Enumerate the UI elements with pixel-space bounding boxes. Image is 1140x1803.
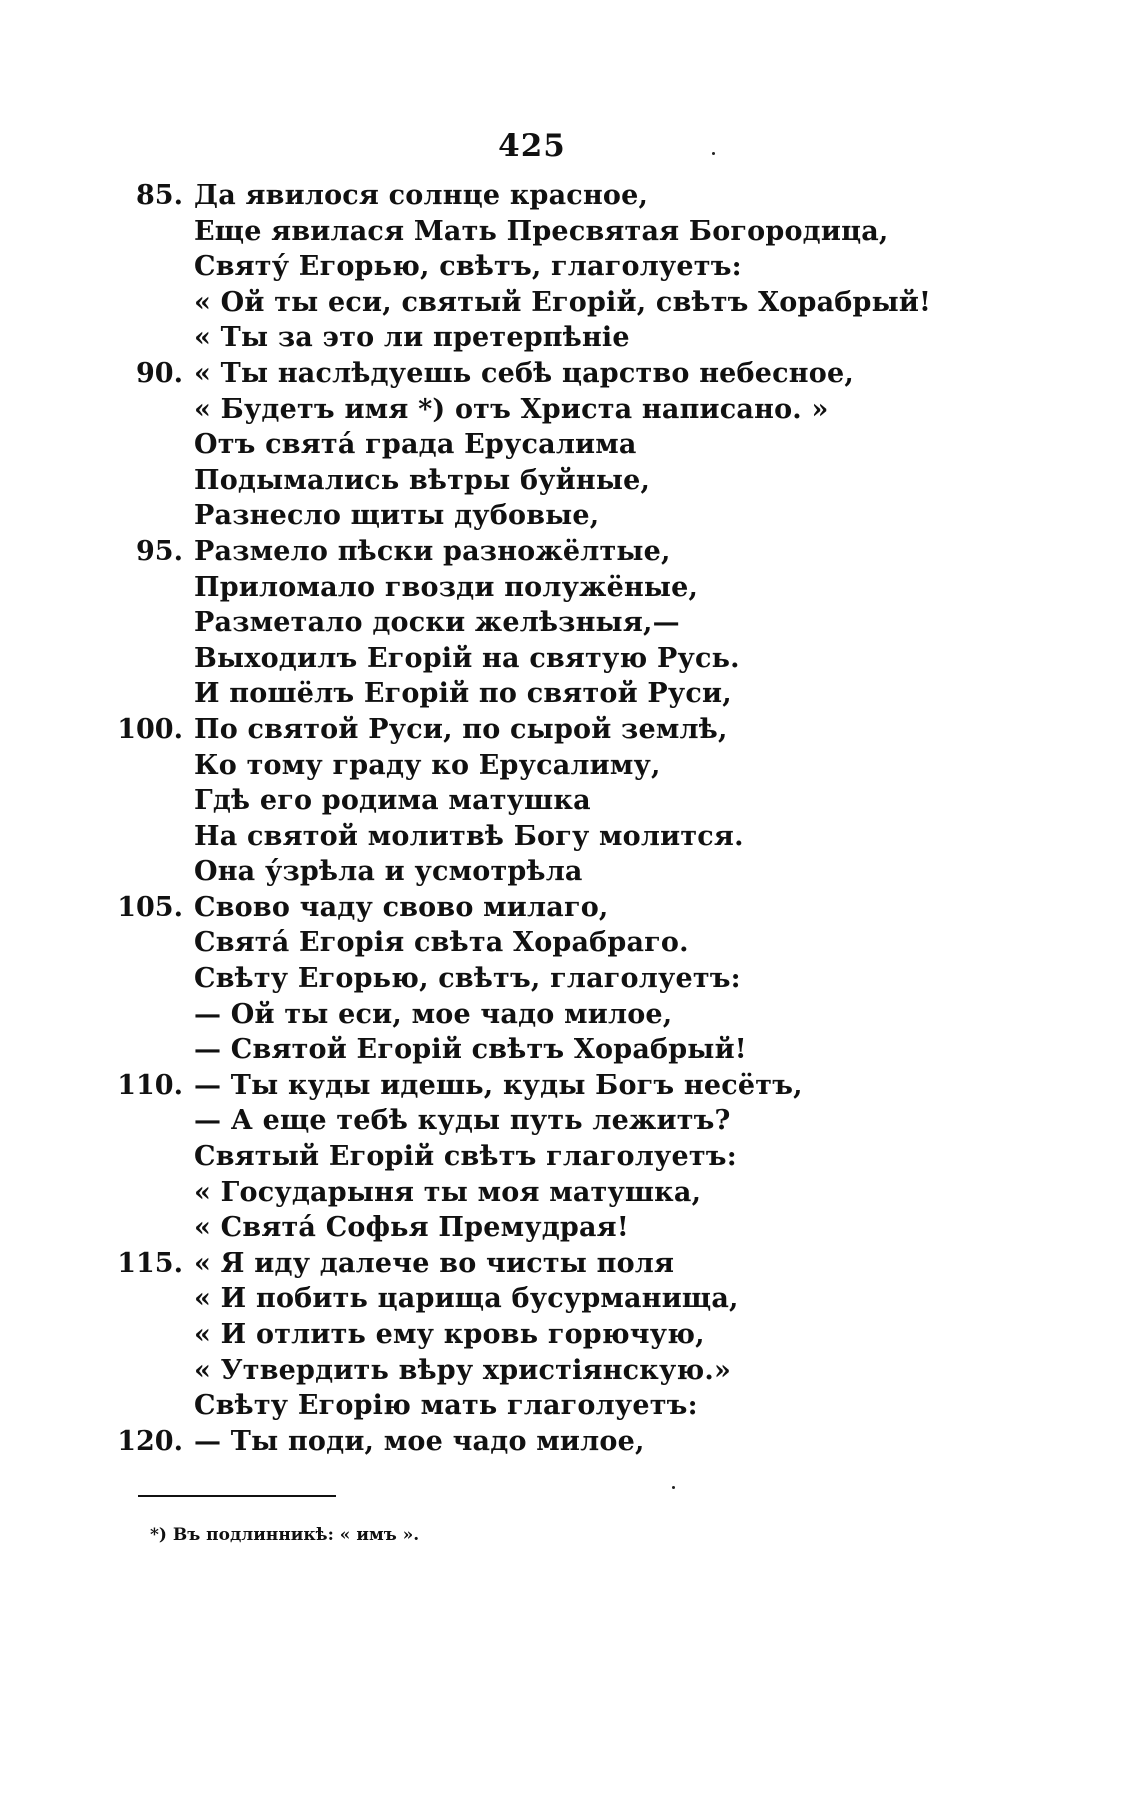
line-text: Свята́ Егорія свѣта Хорабраго. [194, 927, 689, 959]
paper-speck [672, 1486, 675, 1489]
line-text: « Ты наслѣдуешь себѣ царство небесное, [194, 357, 854, 389]
line-text: Святу́ Егорью, свѣтъ, глаголуетъ: [194, 251, 742, 283]
footnote-rule [138, 1495, 336, 1497]
verse-line [0, 783, 1140, 819]
verse-line [0, 1388, 1140, 1424]
verse-line [0, 214, 1140, 250]
verse-line [0, 819, 1140, 855]
line-number: 90. [136, 357, 183, 389]
verse-line [0, 427, 1140, 463]
line-text: Разметало доски желѣзныя,— [194, 607, 680, 639]
line-number: 110. [117, 1069, 183, 1101]
line-text: « Ой ты еси, святый Егорій, свѣтъ Хорабрый! [194, 286, 932, 318]
verse-block [0, 178, 1140, 1459]
verse-line [0, 1246, 1140, 1282]
verse-line [0, 1424, 1140, 1460]
line-text: — А еще тебѣ куды путь лежитъ? [194, 1105, 731, 1137]
verse-line [0, 676, 1140, 712]
verse-line [0, 1068, 1140, 1104]
line-text: Разнесло щиты дубовые, [194, 500, 600, 532]
verse-line [0, 1317, 1140, 1353]
verse-line [0, 498, 1140, 534]
verse-line [0, 890, 1140, 926]
verse-line [0, 748, 1140, 784]
line-text: Еще явилася Мать Пресвятая Богородица, [194, 215, 889, 247]
line-text: Свѣту Егорію мать глаголуетъ: [194, 1390, 698, 1422]
line-number: 100. [117, 713, 183, 745]
footnote: *) Въ подлинникѣ: « имъ ». [150, 1525, 420, 1545]
verse-line [0, 392, 1140, 428]
verse-line [0, 1139, 1140, 1175]
line-text: И пошёлъ Егорій по святой Руси, [194, 678, 732, 710]
verse-line [0, 1210, 1140, 1246]
verse-line [0, 463, 1140, 499]
line-text: Она у́зрѣла и усмотрѣла [194, 856, 583, 888]
paper-speck [712, 152, 715, 155]
line-number: 85. [136, 180, 183, 211]
verse-line [0, 1103, 1140, 1139]
line-text: Свѣту Егорью, свѣтъ, глаголуетъ: [194, 963, 741, 995]
verse-line [0, 570, 1140, 606]
line-text: По святой Руси, по сырой землѣ, [194, 713, 728, 745]
verse-line [0, 1032, 1140, 1068]
verse-line [0, 961, 1140, 997]
verse-line [0, 925, 1140, 961]
line-text: « Ты за это ли претерпѣніе [194, 322, 630, 354]
line-text: — Святой Егорій свѣтъ Хорабрый! [194, 1034, 747, 1066]
verse-line [0, 320, 1140, 356]
line-text: « И побить царища бусурманища, [194, 1283, 739, 1315]
line-number: 105. [117, 891, 183, 923]
line-number: 120. [117, 1425, 183, 1457]
line-text: « Я иду далече во чисты поля [194, 1247, 675, 1279]
line-text: Размело пѣски разножёлтые, [194, 535, 671, 567]
line-number: 95. [136, 535, 183, 567]
line-text: — Ты куды идешь, куды Богъ несётъ, [194, 1069, 803, 1101]
verse-line [0, 997, 1140, 1033]
verse-line [0, 1353, 1140, 1389]
line-text: Отъ свята́ града Ерусалима [194, 429, 637, 461]
verse-line [0, 605, 1140, 641]
verse-line [0, 356, 1140, 392]
line-text: Выходилъ Егорій на святую Русь. [194, 642, 740, 674]
verse-line [0, 249, 1140, 285]
verse-line [0, 854, 1140, 890]
line-text: « Государыня ты моя матушка, [194, 1176, 702, 1208]
line-text: — Ой ты еси, мое чадо милое, [194, 998, 673, 1030]
line-text: Подымались вѣтры буйные, [194, 464, 651, 496]
verse-line [0, 712, 1140, 748]
line-number: 115. [117, 1247, 183, 1279]
page-number: 425 [498, 128, 566, 164]
line-text: Святый Егорій свѣтъ глаголуетъ: [194, 1141, 737, 1173]
line-text: На святой молитвѣ Богу молится. [194, 820, 744, 852]
line-text: « Свята́ Софья Премудрая! [194, 1212, 629, 1244]
line-text: Гдѣ его родима матушка [194, 785, 591, 817]
line-text: Приломало гвозди полужёные, [194, 571, 699, 603]
line-text: Да явилося солнце красное, [194, 180, 649, 211]
line-text: « И отлить ему кровь горючую, [194, 1319, 705, 1350]
verse-line [0, 641, 1140, 677]
verse-line [0, 1175, 1140, 1211]
verse-line [0, 178, 1140, 214]
line-text: — Ты поди, мое чадо милое, [194, 1425, 645, 1457]
verse-line [0, 534, 1140, 570]
verse-line [0, 1281, 1140, 1317]
line-text: Ко тому граду ко Ерусалиму, [194, 749, 661, 781]
line-text: « Будетъ имя *) отъ Христа написано. » [194, 393, 829, 425]
line-text: Свово чаду свово милаго, [194, 891, 609, 923]
verse-line [0, 285, 1140, 321]
line-text: « Утвердить вѣру христіянскую.» [194, 1354, 732, 1386]
